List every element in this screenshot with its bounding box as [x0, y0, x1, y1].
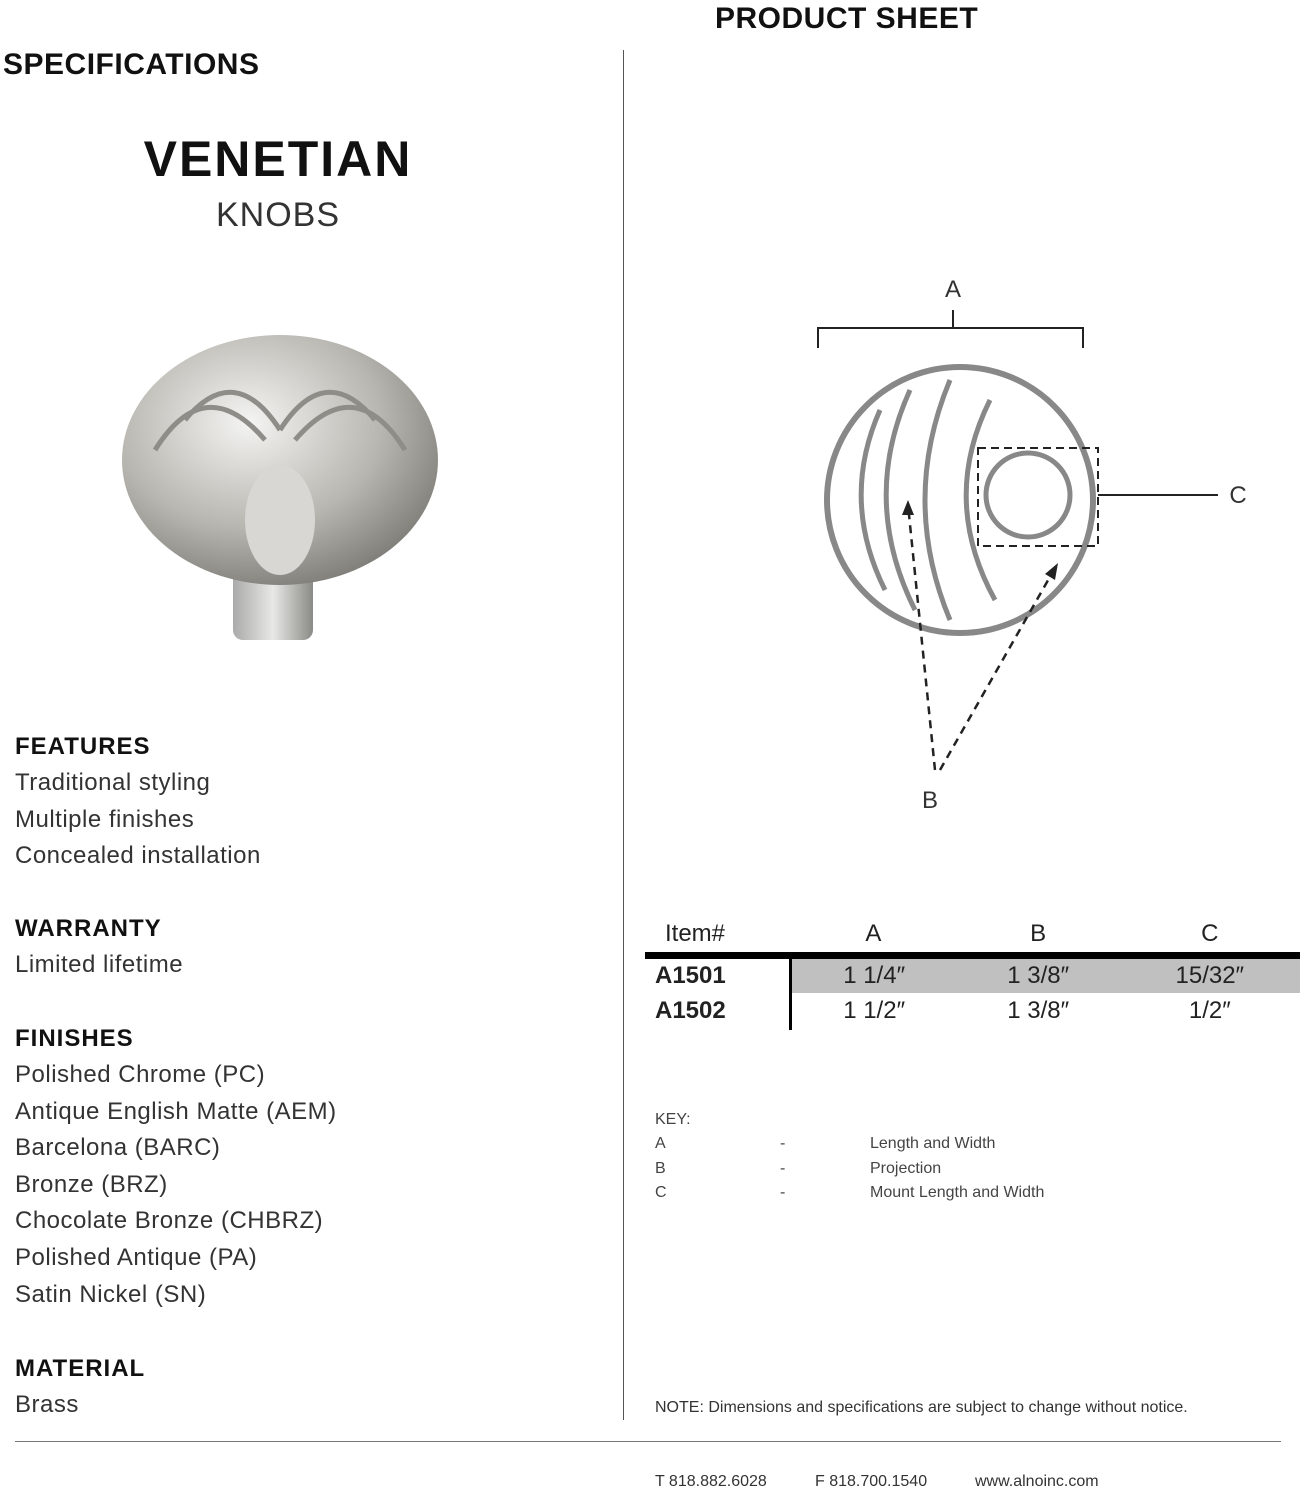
key-row [655, 1135, 996, 1153]
dimensions-table [645, 920, 1300, 1030]
key-dash: - [780, 1184, 786, 1201]
key-row [655, 1184, 1045, 1202]
warranty-item: Limited lifetime [15, 951, 184, 978]
knob-outline [827, 367, 1093, 633]
finish-item: Polished Antique (PA) [15, 1243, 258, 1271]
finishes-heading: FINISHES [15, 1025, 134, 1052]
key-desc: Projection [870, 1160, 942, 1177]
product-name: VENETIAN [143, 131, 413, 187]
col-header: Item# [645, 920, 790, 956]
cell-b: 1 3/8″ [1007, 997, 1070, 1024]
key-desc: Mount Length and Width [870, 1184, 1045, 1201]
key-letter: A [655, 1135, 666, 1152]
material-item: Brass [15, 1391, 79, 1418]
label-a: A [944, 276, 962, 303]
cell-a: 1 1/4″ [790, 956, 957, 993]
material-section [15, 1355, 145, 1424]
key-dash: - [780, 1135, 786, 1152]
finish-item: Polished Chrome (PC) [15, 1061, 266, 1088]
footer-divider [15, 1441, 1281, 1442]
table-row [645, 993, 1300, 1030]
feature-item: Concealed installation [15, 842, 261, 870]
product-category: KNOBS [215, 196, 341, 234]
warranty-section [15, 915, 183, 984]
feature-item: Multiple finishes [15, 805, 195, 833]
finish-item: Bronze (BRZ) [15, 1170, 168, 1198]
key-dash: - [780, 1160, 786, 1177]
feature-item: Traditional styling [15, 769, 211, 796]
table-row [645, 956, 1300, 993]
col-header: B [957, 920, 1120, 956]
label-b: B [921, 787, 939, 814]
col-header: C [1120, 920, 1300, 956]
key-desc: Length and Width [870, 1135, 996, 1152]
finish-item: Satin Nickel (SN) [15, 1280, 207, 1308]
key-row [655, 1160, 942, 1178]
footer-phone: T 818.882.6028 [655, 1473, 767, 1490]
features-section [15, 733, 261, 875]
product-sheet-title: PRODUCT SHEET [715, 2, 979, 35]
features-heading: FEATURES [15, 733, 151, 760]
material-heading: MATERIAL [15, 1355, 146, 1382]
cell-c: 1/2″ [1188, 997, 1231, 1024]
item-number: A1501 [645, 956, 790, 993]
warranty-heading: WARRANTY [15, 915, 162, 942]
cell-a: 1 1/2″ [843, 997, 906, 1024]
cell-b: 1 3/8″ [957, 956, 1120, 993]
key-letter: C [655, 1184, 667, 1201]
dimension-diagram [800, 270, 1260, 820]
finish-item: Antique English Matte (AEM) [15, 1097, 337, 1125]
knob-product-image [115, 330, 445, 650]
footer-website[interactable]: www.alnoinc.com [975, 1473, 1099, 1490]
item-number: A1502 [645, 993, 790, 1030]
finish-item: Chocolate Bronze (CHBRZ) [15, 1207, 324, 1235]
col-header: A [790, 920, 957, 956]
specifications-title: SPECIFICATIONS [3, 48, 260, 81]
finish-item: Barcelona (BARC) [15, 1134, 221, 1162]
footer-fax: F 818.700.1540 [815, 1473, 928, 1490]
key-letter: B [655, 1160, 666, 1177]
key-title: KEY: [655, 1111, 691, 1128]
cell-c: 15/32″ [1120, 956, 1300, 993]
column-divider [623, 50, 624, 1420]
label-c: C [1229, 482, 1247, 509]
note: NOTE: Dimensions and specifications are subject to change without notice. [655, 1399, 1188, 1416]
finishes-section [15, 1025, 337, 1313]
